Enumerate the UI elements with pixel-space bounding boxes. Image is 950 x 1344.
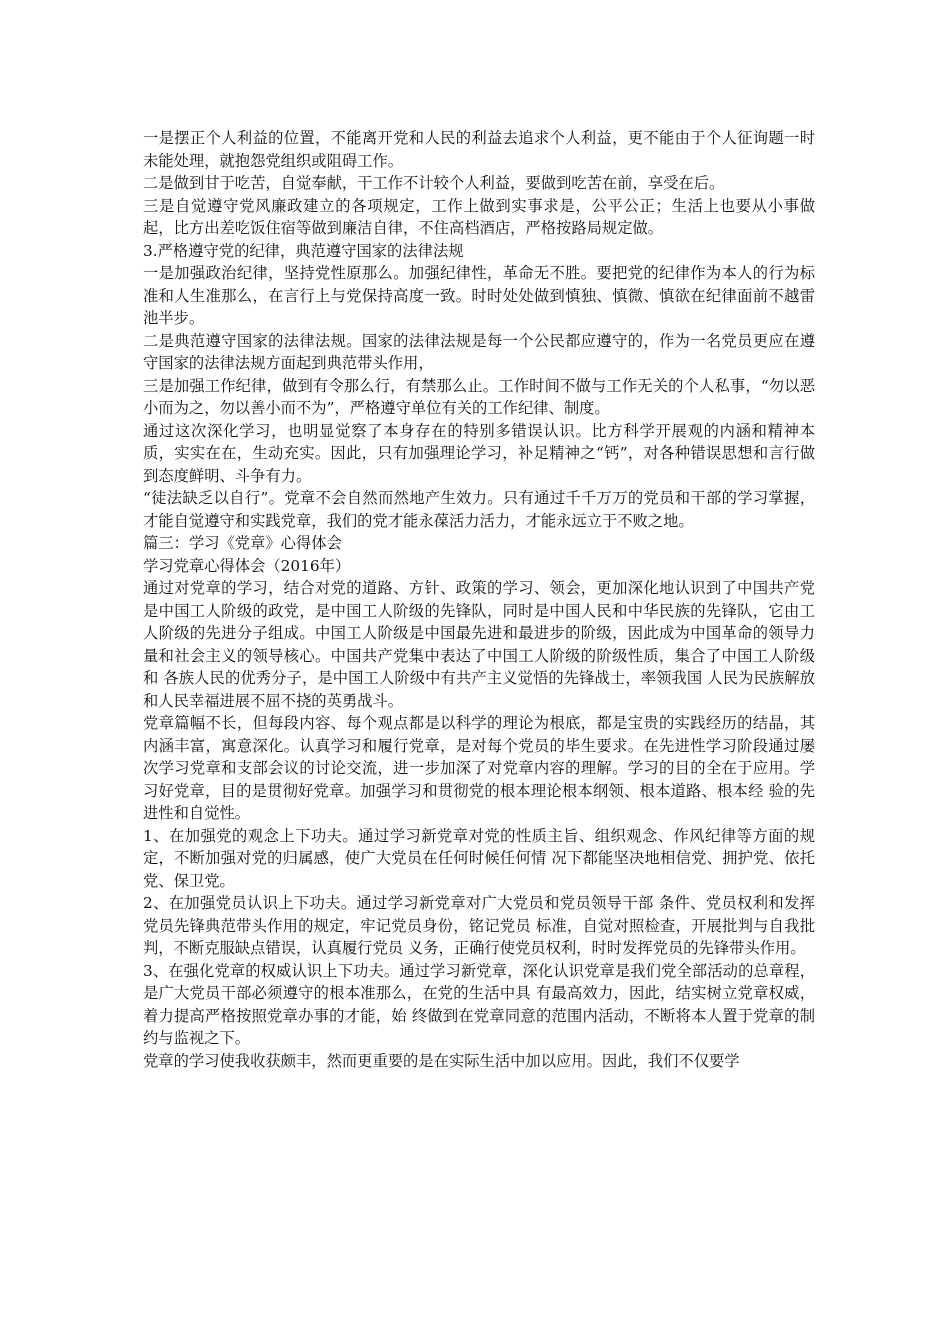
paragraph-6: 三是加强工作纪律，做到有令那么行，有禁那么止。工作时间不做与工作无关的个人私事，“勿以恶小而为之，勿以善小而不为”，严格遵守单位有关的工作纪律、制度。 [143,376,815,417]
essay-title: 学习党章心得体会（2016年） [143,556,351,575]
paragraph-8: “徒法缺乏以自行”。党章不会自然而然地产生效力。只有通过千千万万的党员和干部的学习掌握，才能自觉遵守和实践党章，我们的党才能永葆活力活力，才能永远立于不败之地。 [143,489,815,530]
paragraph-10: 党章篇幅不长，但每段内容、每个观点都是以科学的理论为根底，都是宝贵的实践经历的结晶，其内涵丰富，寓意深化。认真学习和履行党章，是对每个党员的毕生要求。在先进性学习阶段通过屡次学习党章和支部会议的讨论交流，进一步加深了对党章内容的理解。学习的目的全在于应用。学习好党章，目的是贯彻好党章。加强学习和贯彻党的根本理论根本纲领、根本道路、根本经 验的先进性和自觉性。 [143,714,815,822]
section-heading-3: 3.严格遵守党的纪律，典范遵守国家的法律法规 [143,241,464,260]
paragraph-7: 通过这次深化学习，也明显觉察了本身存在的特别多错误认识。比方科学开展观的内涵和精神本质，实实在在，生动充实。因此，只有加强理论学习，补足精神之“钙”，对各种错误思想和言行做到态度鲜明、斗争有力。 [143,421,815,485]
paragraph-5: 二是典范遵守国家的法律法规。国家的法律法规是每一个公民都应遵守的，作为一名党员更应在遵守国家的法律法规方面起到典范带头作用， [143,331,815,372]
paragraph-3: 三是自觉遵守党风廉政建立的各项规定，工作上做到实事求是，公平公正；生活上也要从小事做起，比方出差吃饭住宿等做到廉洁自律，不住高档酒店，严格按路局规定做。 [143,196,815,237]
document-body [143,127,815,1072]
chapter-title: 篇三：学习《党章》心得体会 [143,534,342,552]
paragraph-2: 二是做到甘于吃苦，自觉奉献，干工作不计较个人利益，要做到吃苦在前，享受在后。 [143,174,725,192]
paragraph-9: 通过对党章的学习，结合对党的道路、方针、政策的学习、领会，更加深化地认识到了中国共产党是中国工人阶级的政党，是中国工人阶级的先锋队，同时是中国人民和中华民族的先锋队，它由工人阶级的先进分子组成。中国工人阶级是中国最先进和最进步的阶级，因此成为中国革命的领导力量和社会主义的领导核心。中国共产党集中表达了中国工人阶级的阶级性质，集合了中国工人阶级和 各族人民的优秀分子，是中国工人阶级中有共产主义觉悟的先锋战士，率领我国 人民为民族解放和人民幸福进展不屈不挠的英勇战斗。 [143,579,815,710]
paragraph-12: 2、在加强党员认识上下功夫。通过学习新党章对广大党员和党员领导干部 条件、党员权利和发挥党员先锋典范带头作用的规定，牢记党员身份，铭记党员 标准，自觉对照检查，开展批判与自我批判，不断克服缺点错误，认真履行党员 义务，正确行使党员权利，时时发挥党员的先锋带头作用。 [143,894,815,957]
paragraph-1: 一是摆正个人利益的位置，不能离开党和人民的利益去追求个人利益，更不能由于个人征询题一时未能处理，就抱怨党组织或阻碍工作。 [143,129,815,170]
paragraph-11: 1、在加强党的观念上下功夫。通过学习新党章对党的性质主旨、组织观念、作风纪律等方面的规定，不断加强对党的归属感，使广大党员在任何时候任何情 况下都能坚决地相信党、拥护党、依托党、保卫党。 [143,826,815,890]
paragraph-4: 一是加强政治纪律，坚持党性原那么。加强纪律性，革命无不胜。要把党的纪律作为本人的行为标准和人生准那么，在言行上与党保持高度一致。时时处处做到慎独、慎微、慎欲在纪律面前不越雷池半步。 [143,264,815,327]
paragraph-13: 3、在强化党章的权威认识上下功夫。通过学习新党章，深化认识党章是我们党全部活动的总章程，是广大党员干部必须遵守的根本准那么，在党的生活中具 有最高效力，因此，结实树立党章权威，着力提高严格按照党章办事的才能，始 终做到在党章同意的范围内活动，不断将本人置于党章的制约与监视之下。 [143,961,815,1047]
paragraph-14: 党章的学习使我收获颇丰，然而更重要的是在实际生活中加以应用。因此，我们不仅要学 [143,1051,740,1070]
